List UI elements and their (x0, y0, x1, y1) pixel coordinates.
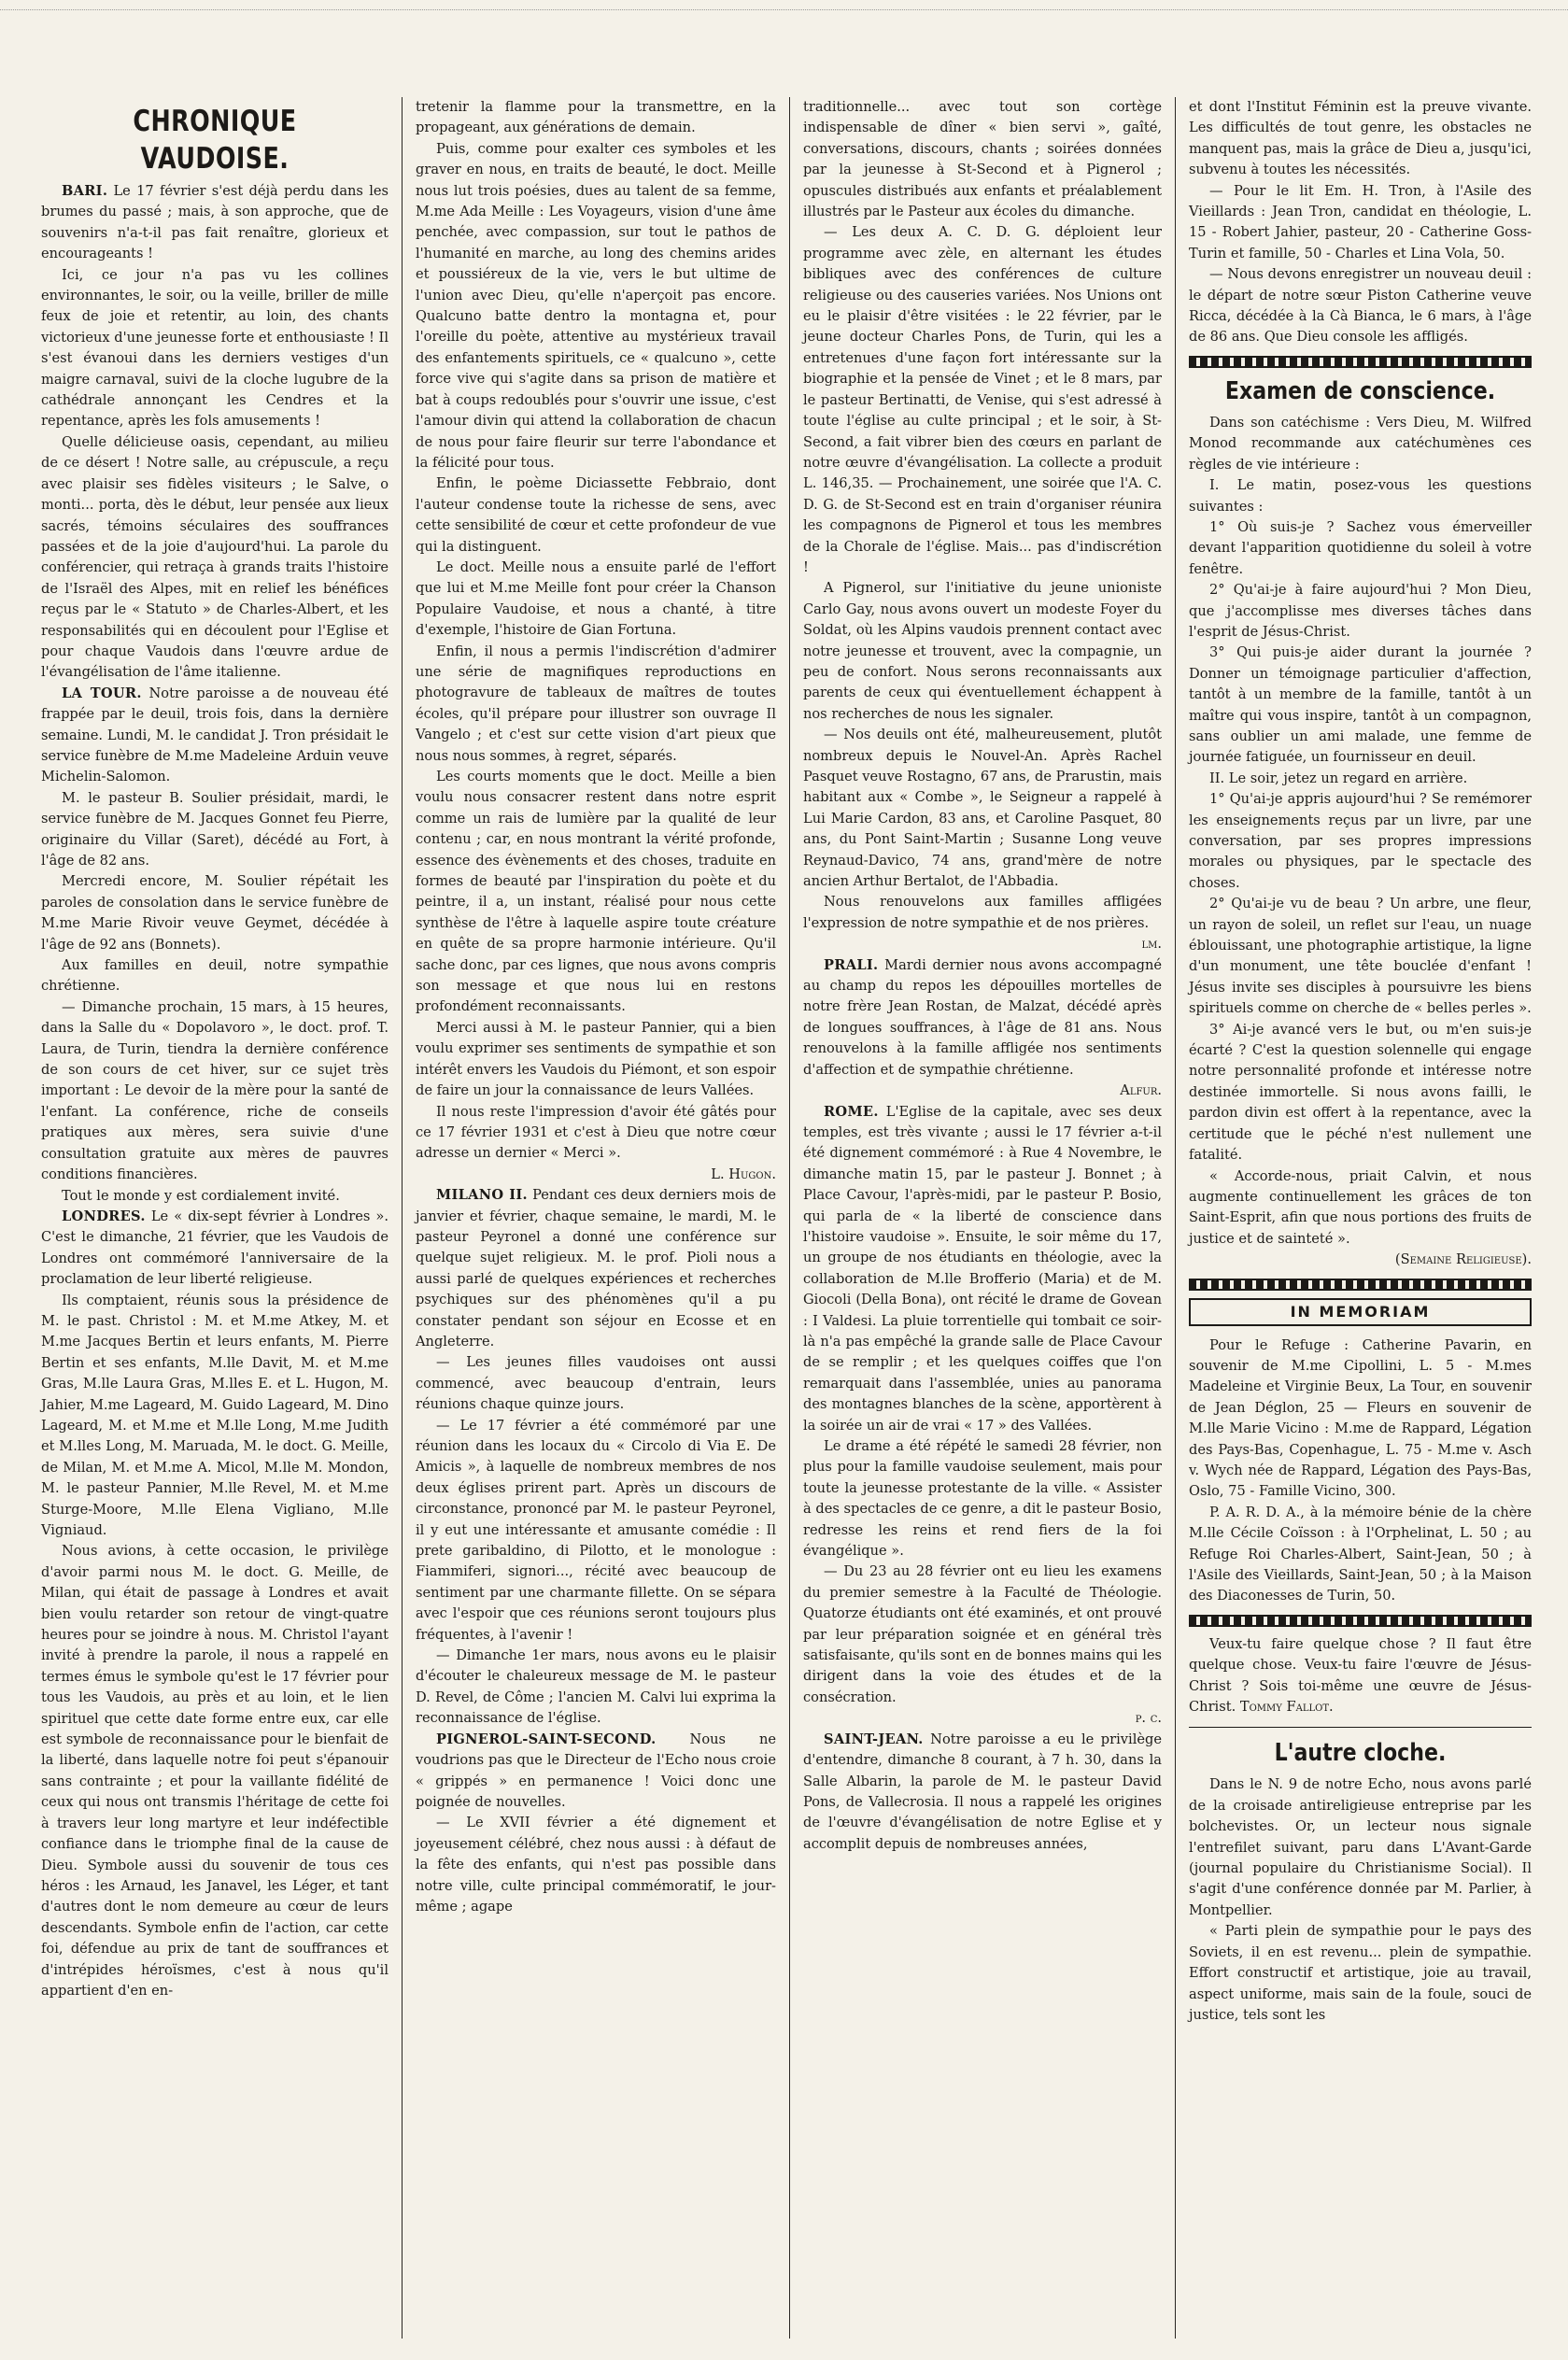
signature: (Semaine Religieuse). (1394, 1251, 1532, 1268)
paragraph-text: — Les deux A. C. D. G. déploient leur programme avec zèle, en alternant les études bibliques avec des conférences de culture religieuse ou des causeries variées. Nos Unions ont eu le plaisir d'être visitées : le 22 février, par le jeune docteur Charles Pons, de Turin, qui les a entretenues d'une façon fort intéressante sur la biographie et la pensée de Vinet ; et le 8 mars, par le pasteur Bertinatti, de Venise, qui s'est adressé à toute l'église au culte principal ; et le soir, à St-Second, a fait vibrer bien des cœurs en parlant de notre œuvre d'évangélisation. La collecte a produit L. 146,35. — Prochainement, une soirée que l'A. C. D. G. de St-Second est en train d'organiser réunira les compagnons de Pignerol et tous les membres de la Chorale de l'église. Mais... pas d'indiscrétion ! (803, 224, 1162, 575)
paragraph (41, 432, 388, 684)
paragraph (416, 1018, 776, 1102)
paragraph (1189, 517, 1532, 580)
paragraph (1189, 1166, 1532, 1251)
paragraph (41, 181, 388, 265)
paragraph-text: 3° Qui puis-je aider durant la journée ? Donner un témoignage particulier d'affection, tantôt à un membre de la famille, tantôt à un maître qui vous inspire, tantôt à un compagnon, sans oublier un ami malade, une femme de journée fatiguée, un fournisseur en deuil. (1189, 644, 1532, 766)
paragraph-text: 2° Qu'ai-je à faire aujourd'hui ? Mon Dieu, que j'accomplisse mes diverses tâches dans l'esprit de Jésus-Christ. (1189, 582, 1532, 640)
paragraph-text: P. A. R. D. A., à la mémoire bénie de la chère M.lle Cécile Coïsson : à l'Orphelinat, L. 50 ; au Refuge Roi Charles-Albert, Saint-Jean, 50 ; à l'Asile des Vieillards, Saint-Jean, 50 ; à la Maison des Diaconesses de Turin, 50. (1189, 1504, 1532, 1604)
paragraph-text: Enfin, il nous a permis l'indiscrétion d'admirer une série de magnifiques reproductions en photogravure de tableaux de maîtres de toutes écoles, qu'il prépare pour illustrer son ouvrage Il Vangelo ; et c'est sur cette vision d'art pieux que nous nous sommes, à regret, séparés. (416, 643, 776, 764)
paragraph (41, 1207, 388, 1291)
paragraph (416, 97, 776, 139)
paragraph-text: Merci aussi à M. le pasteur Pannier, qui a bien voulu exprimer ses sentiments de sympathie et son intérêt envers les Vaudois du Piémont, et son espoir de faire un jour la connaissance de leurs Vallées. (416, 1019, 776, 1099)
fallot-quote: Veux-tu faire quelque chose ? Il faut être quelque chose. Veux-tu faire l'œuvre de Jésus-Christ ? Sois toi-même une œuvre de Jésus-Christ. Tommy Fallot. (1189, 1635, 1532, 1716)
paragraph-text: — Dimanche prochain, 15 mars, à 15 heures, dans la Salle du « Dopolavoro », le doct. prof. T. Laura, de Turin, tiendra la dernière conférence de son cours de cet hiver, sur ce sujet très important : Le devoir de la mère pour la santé de l'enfant. La conférence, riche de conseils pratiques aux mères, sera suivie d'une consultation gratuite aux mères de pauvres conditions financières. (41, 998, 388, 1183)
rule-divider (1189, 1727, 1532, 1728)
section-heading: MILANO II. (436, 1187, 528, 1204)
paragraph-text: « Accorde-nous, priait Calvin, et nous augmente continuellement les grâces de ton Saint-Esprit, afin que nous portions des fruits de justice et de sainteté ». (1189, 1167, 1532, 1247)
paragraph-text: et dont l'Institut Féminin est la preuve vivante. Les difficultés de tout genre, les obstacles ne manquent pas, mais la grâce de Dieu a, jusqu'ici, subvenu à toutes les nécessités. (1189, 99, 1532, 178)
page-top-edge (0, 9, 1568, 13)
paragraph-text: Le « dix-sept février à Londres ». C'est le dimanche, 21 février, que les Vaudois de Londres ont commémoré l'anniversaire de la proclamation de leur liberté religieuse. (41, 1208, 388, 1288)
paragraph (41, 684, 388, 788)
paragraph (803, 1562, 1162, 1708)
columns (28, 97, 1546, 2341)
paragraph-text: 1° Où suis-je ? Sachez vous émerveiller devant l'apparition quotidienne du soleil à votre fenêtre. (1189, 518, 1532, 577)
paragraph-text: Nous ne voudrions pas que le Directeur de l'Echo nous croie « grippés » en permanence ! Voici donc une poignée de nouvelles. (416, 1731, 777, 1810)
ornament-divider (1189, 1279, 1532, 1291)
paragraph-text: Aux familles en deuil, notre sympathie chrétienne. (41, 957, 388, 995)
paragraph (416, 1813, 776, 1917)
quote-signature: Tommy Fallot. (1239, 1699, 1334, 1716)
paragraph-text: Enfin, le poème Diciassette Febbraio, dont l'auteur condense toute la richesse de sens, avec cette sensibilité de cœur et cette profondeur de vue qui la distinguent. (416, 475, 776, 555)
paragraph (41, 955, 388, 997)
paragraph (416, 1646, 776, 1730)
memoriam-title: IN MEMORIAM (1189, 1298, 1532, 1326)
column-3 (789, 97, 1175, 2339)
paragraph (41, 1541, 388, 2001)
paragraph-text: II. Le soir, jetez un regard en arrière. (1209, 770, 1468, 786)
paragraph-text: Il nous reste l'impression d'avoir été gâtés pour ce 17 février 1931 et c'est à Dieu que notre cœur adresse un dernier « Merci ». (416, 1103, 776, 1162)
paragraph (416, 558, 776, 642)
signature: lm. (1141, 936, 1162, 953)
paragraph (41, 1291, 388, 1542)
column-3-body (803, 97, 1162, 1855)
paragraph (1189, 789, 1532, 894)
column-4-body-a (1189, 97, 1532, 348)
column-4 (1175, 97, 1545, 2339)
column-1 (28, 97, 402, 2339)
paragraph (41, 788, 388, 872)
paragraph (803, 1102, 1162, 1437)
paragraph-text: — Nos deuils ont été, malheureusement, plutôt nombreux depuis le Nouvel-An. Après Rachel Pasquet veuve Rostagno, 67 ans, de Prarustin, mais habitant aux « Combe », le Seigneur a rappelé à Lui Marie Cardon, 83 ans, et Caroline Pasquet, 80 ans, du Pont Saint-Martin ; Susanne Long veuve Reynaud-Davico, 74 ans, grand'mère de notre ancien Arthur Bertalot, de l'Abbadia. (803, 727, 1162, 890)
section-heading: PRALI. (824, 956, 879, 973)
examen-title: Examen de conscience. (1224, 376, 1496, 405)
paragraph-text: Tout le monde y est cordialement invité. (62, 1187, 340, 1204)
signature: L. Hugon. (711, 1166, 776, 1182)
section-heading: SAINT-JEAN. (824, 1731, 924, 1747)
paragraph-text: Pendant ces deux derniers mois de janvier et février, chaque semaine, le mardi, M. le pasteur Peyronel a donné une conférence sur quelque sujet religieux. M. le prof. Pioli nous a aussi parlé de quelques expériences et recherches psychiques sur des phénomènes qu'il a pu constater pendant son séjour en Ecosse et en Angleterre. (416, 1187, 776, 1350)
paragraph (416, 139, 776, 474)
paragraph (1189, 475, 1532, 517)
signature: p. c. (1135, 1710, 1162, 1727)
paragraph (803, 578, 1162, 725)
paragraph-text: — Dimanche 1er mars, nous avons eu le plaisir d'écouter le chaleureux message de M. le pasteur D. Revel, de Côme ; l'ancien M. Calvi lui exprima la reconnaissance de l'église. (416, 1647, 776, 1727)
paragraph-text: 1° Qu'ai-je appris aujourd'hui ? Se remémorer les enseignements reçus par un livre, par une conversation, par ses propres impressions morales ou physiques, par le spectacle des choses. (1189, 791, 1532, 891)
paragraph (1189, 894, 1532, 1019)
paragraph-text: Dans le N. 9 de notre Echo, nous avons parlé de la croisade antireligieuse entreprise par les bolchevistes. Or, un lecteur nous signale l'entrefilet suivant, paru dans L'Avant-Garde (journal populaire du Christianisme Social). Il s'agit d'une conférence donnée par M. Parlier, à Montpellier. (1189, 1776, 1532, 1918)
paragraph (1189, 97, 1532, 181)
paragraph (803, 1436, 1162, 1562)
column-4-body-d (1189, 1774, 1532, 2026)
paragraph (803, 97, 1162, 222)
paragraph (1189, 181, 1532, 265)
paragraph (1189, 1020, 1532, 1166)
paragraph (803, 1730, 1162, 1855)
column-2 (402, 97, 789, 2339)
paragraph-text: Mardi dernier nous avons accompagné au champ du repos les dépouilles mortelles de notre frère Jean Rostan, de Malzat, décédé après de longues souffrances, à l'âge de 81 ans. Nous renouvelons à la famille affligée nos sentiments d'affection et de sympathie chrétienne. (803, 956, 1163, 1078)
section-heading: LONDRES. (62, 1208, 146, 1224)
paragraph (416, 473, 776, 558)
ornament-divider (1189, 356, 1532, 368)
paragraph (416, 1352, 776, 1415)
paragraph-text: Notre paroisse a eu le privilège d'entendre, dimanche 8 courant, à 7 h. 30, dans la Salle Albarin, la parole de M. le pasteur David Pons, de Vallecrosia. Il nous a rappelé les origines de l'œuvre d'évangélisation de notre Eglise et y accomplit depuis de nombreuses années, (803, 1731, 1162, 1852)
paragraph (416, 642, 776, 767)
paragraph-text: Ici, ce jour n'a pas vu les collines environnantes, le soir, ou la veille, briller de mille feux de joie et retentir, au loin, des chants victorieux d'une jeunesse forte et enthousiaste ! Il s'est évanoui dans les derniers vestiges d'un maigre carnaval, suivi de la cloche lugubre de la cathédrale annonçant les Cendres et la repentance, après les fols amusements ! (41, 266, 388, 430)
paragraph-text: — Pour le lit Em. H. Tron, à l'Asile des Vieillards : Jean Tron, candidat en théologie, L. 15 - Robert Jahier, pasteur, 20 - Catherine Goss-Turin et famille, 50 - Charles et Lina Vola, 50. (1189, 182, 1532, 261)
paragraph-text: Le doct. Meille nous a ensuite parlé de l'effort que lui et M.me Meille font pour créer la Chanson Populaire Vaudoise, et nous a chanté, à titre d'exemple, l'histoire de Gian Fortuna. (416, 558, 776, 639)
column-4-body-c (1189, 1335, 1532, 1607)
paragraph-text: Nous avions, à cette occasion, le privilège d'avoir parmi nous M. le doct. G. Meille, de Milan, qui était de passage à Londres et avait bien voulu retarder son retour de vingt-quatre heures pour se joindre à nous. M. Christol l'ayant invité à prendre la parole, il nous a rappelé en termes émus le symbole qu'est le 17 février pour tous les Vaudois, au près et au loin, et le lien spirituel que cette date forme entre eux, car elle est symbole de reconnaissance pour le bienfait de la liberté, dans laquelle notre foi peut s'épanouir sans contrainte ; et pour la vaillante fidélité de ceux qui nous ont transmis l'héritage de cette foi à travers leur long martyre et leur indéfectible confiance dans le triomphe final de la cause de Dieu. Symbole aussi du souvenir de tous ces héros : les Arnaud, les Janavel, les Léger, et tant d'autres dont le nom demeure au cœur de leurs descendants. Symbole enfin de l'action, car cette foi, défendue au prix de tant de souffrances et d'intrépides héroïsmes, c'est à nous qu'il appartient d'en en- (41, 1543, 388, 1999)
paragraph (1189, 1335, 1532, 1503)
paragraph-text: — Le XVII février a été dignement et joyeusement célébré, chez nous aussi : à défaut de la fête des enfants, qui n'est pas possible dans notre ville, culte principal commémoratif, le jour-même ; agape (416, 1815, 776, 1915)
paragraph (803, 955, 1162, 1081)
paragraph (41, 265, 388, 432)
paragraph (1189, 1503, 1532, 1607)
paragraph-text: A Pignerol, sur l'initiative du jeune unioniste Carlo Gay, nous avons ouvert un modeste Foyer du Soldat, où les Alpins vaudois prennent contact avec notre jeunesse et trouvent, avec la compagnie, un peu de confort. Nous serons reconnaissants aux parents de ceux qui éventuellement échappent à nos recherches de nous les signaler. (803, 580, 1162, 722)
paragraph-text: L'Eglise de la capitale, avec ses deux temples, est très vivante ; aussi le 17 février a-t-il été dignement commémoré : à Rue 4 Novembre, le dimanche matin 15, par le pasteur J. Bonnet ; à Place Cavour, l'après-midi, par le pasteur P. Bosio, qui parla de « la liberté de conscience dans l'histoire vaudoise ». Ensuite, le soir même du 17, un groupe de nos étudiants en théologie, avec la collaboration de M.lle Brofferio (Maria) et de M. Giocoli (Della Bona), ont récité le drame de Govean : I Valdesi. La pluie torrentielle qui tombait ce soir-là n'a pas empêché la grande salle de Place Cavour de se remplir ; et les quelques coiffes que l'on remarquait dans l'assemblée, unies au panorama des montagnes blanches de la scène, apportèrent à la soirée un air de vrai « 17 » des Vallées. (803, 1103, 1162, 1434)
chronique-title: CHRONIQUE VAUDOISE. (133, 105, 297, 176)
paragraph (416, 1416, 776, 1646)
section-heading: LA TOUR. (62, 685, 142, 701)
column-1-body (41, 181, 388, 2001)
paragraph-text: — Les jeunes filles vaudoises ont aussi commencé, avec beaucoup d'entrain, leurs réunions chaque quinze jours. (416, 1354, 776, 1413)
paragraph-text: 3° Ai-je avancé vers le but, ou m'en suis-je écarté ? C'est la question solennelle qui engage notre personnalité profonde et intéresse notre destinée immortelle. Si nous avons failli, le pardon divin est offert à la repentance, avec la certitude que le péché n'est nullement une fatalité. (1189, 1021, 1532, 1164)
paragraph-text: traditionnelle... avec tout son cortège indispensable de dîner « bien servi », gaîté, conversations, discours, chants ; soirées données par la jeunesse à St-Second et à Pignerol ; opuscules distribués aux enfants et préalablement illustrés par le Pasteur aux écoles du dimanche. (803, 99, 1162, 220)
paragraph (803, 222, 1162, 578)
paragraph (1189, 580, 1532, 643)
paragraph-text: Dans son catéchisme : Vers Dieu, M. Wilfred Monod recommande aux catéchumènes ces règles de vie intérieure : (1189, 414, 1532, 473)
paragraph-text: « Parti plein de sympathie pour le pays des Soviets, il en est revenu... plein de sympathie. Effort constructif et artistique, joie au travail, aspect uniforme, mais sain de la foule, souci de justice, tels sont les (1189, 1923, 1532, 2023)
paragraph (1189, 264, 1532, 348)
paragraph-text: Nous renouvelons aux familles affligées l'expression de notre sympathie et de nos prières. (803, 894, 1162, 931)
paragraph (41, 871, 388, 955)
column-4-body-b (1189, 413, 1532, 1271)
paragraph-text: — Du 23 au 28 février ont eu lieu les examens du premier semestre à la Faculté de Théologie. Quatorze étudiants ont été examinés, et ont prouvé par leur préparation soignée et en général très satisfaisante, qu'ils sont en de bonnes mains qui les dirigent dans la voie des études et de la consécration. (803, 1563, 1162, 1705)
section-heading: BARI. (62, 183, 108, 199)
paragraph-text: 2° Qu'ai-je vu de beau ? Un arbre, une fleur, un rayon de soleil, un reflet sur l'eau, un nuage éblouissant, une photographie artistique, la ligne d'un monument, une tête bouclée d'enfant ! Jésus invite ses disciples à poursuivre les biens spirituels comme on cherche de « belles perles ». (1189, 896, 1532, 1017)
section-heading: PIGNEROL-SAINT-SECOND. (436, 1731, 657, 1747)
paragraph-text: Notre paroisse a de nouveau été frappée par le deuil, trois fois, dans la dernière semaine. Lundi, M. le candidat J. Tron présidait le service funèbre de M.me Madeleine Arduin veuve Michelin-Salomon. (41, 685, 388, 785)
paragraph-text: Quelle délicieuse oasis, cependant, au milieu de ce désert ! Notre salle, au crépuscule, a reçu avec plaisir ses fidèles visiteurs ; le Salve, o monti... porta, dès le début, leur pensée aux lieux sacrés, témoins séculaires des souffrances passées et de la joie d'aujourd'hui. La parole du conférencier, qui retraça à grands traits l'histoire de l'Israël des Alpes, mit en relief les bénéfices reçus par le « Statuto » de Charles-Albert, et les responsabilités qui en découlent pour l'Eglise et pour chaque Vaudois dans l'œuvre ardue de l'évangélisation de l'âme italienne. (41, 433, 388, 681)
paragraph-text: I. Le matin, posez-vous les questions suivantes : (1189, 477, 1532, 515)
column-2-body (416, 97, 776, 1917)
paragraph-text: Pour le Refuge : Catherine Pavarin, en souvenir de M.me Cipollini, L. 5 - M.mes Madeleine et Virginie Beux, La Tour, en souvenir de Jean Déglon, 25 — Fleurs en souvenir de M.lle Marie Vicino : M.me de Rappard, Légation des Pays-Bas, Copenhague, L. 75 - M.me v. Asch v. Wych née de Rappard, Légation des Pays-Bas, Oslo, 75 - Famille Vicino, 300. (1189, 1336, 1532, 1500)
paragraph (803, 725, 1162, 892)
paragraph (416, 1730, 776, 1814)
paragraph (1189, 413, 1532, 475)
paragraph (416, 767, 776, 1018)
paragraph (1189, 643, 1532, 768)
ornament-divider (1189, 1615, 1532, 1627)
paragraph-text: Ils comptaient, réunis sous la présidence de M. le past. Christol : M. et M.me Atkey, M. et M.me Jacques Bertin et leurs enfants, M. Pierre Bertin et ses enfants, M.lle Davit, M. et M.me Gras, M.lle Laura Gras, M.lles E. et L. Hugon, M. Jahier, M.me Lageard, M. Guido Lageard, M. Dino Lageard, M. et M.me et M.lle Long, M.me Judith et M.lles Long, M. Maruada, M. le doct. G. Meille, de Milan, M. et M.me A. Micol, M.lle M. Mondon, M. le pasteur Pannier, M.lle Revel, M. et M.me Sturge-Moore, M.lle Elena Vigliano, M.lle Vigniaud. (41, 1292, 388, 1538)
signature: Alfur. (1120, 1082, 1162, 1099)
paragraph-text: Le 17 février s'est déjà perdu dans les brumes du passé ; mais, à son approche, que de souvenirs n'a-t-il pas fait renaître, glorieux et encourageants ! (41, 183, 388, 262)
paragraph (1189, 1921, 1532, 2026)
paragraph (41, 1186, 388, 1207)
paragraph (803, 892, 1162, 934)
paragraph-text: M. le pasteur B. Soulier présidait, mardi, le service funèbre de M. Jacques Gonnet feu Pierre, originaire du Villar (Saret), décédé au Fort, à l'âge de 82 ans. (41, 789, 388, 869)
paragraph (1189, 1774, 1532, 1921)
paragraph-text: — Nous devons enregistrer un nouveau deuil : le départ de notre sœur Piston Catherine veuve Ricca, décédée à la Cà Bianca, le 6 mars, à l'âge de 86 ans. Que Dieu console les affligés. (1189, 266, 1532, 346)
paragraph-text: tretenir la flamme pour la transmettre, en la propageant, aux générations de demain. (416, 99, 776, 136)
paragraph (41, 997, 388, 1186)
paragraph (416, 1102, 776, 1165)
section-heading: ROME. (824, 1103, 879, 1120)
paragraph-text: Mercredi encore, M. Soulier répétait les paroles de consolation dans le service funèbre de M.me Marie Rivoir veuve Geymet, décédée à l'âge de 92 ans (Bonnets). (41, 873, 388, 953)
cloche-title: L'autre cloche. (1274, 1739, 1447, 1768)
paragraph-text: Puis, comme pour exalter ces symboles et les graver en nous, en traits de beauté, le doct. Meille nous lut trois poésies, dues au talent de sa femme, M.me Ada Meille : Les Voyageurs, vision d'une âme penchée, avec compassion, sur tout le pathos de l'humanité en marche, au long des chemins arides et poussiéreux de la vie, vers le but ultime de l'union avec Dieu, qu'elle n'aperçoit pas encore. Qualcuno batte dentro la montagna et, pour l'oreille du poète, attentive au mystérieux travail des enfantements spirituels, ce « qualcuno », cette force vive qui s'agite dans sa prison de matière et bat à coups redoublés pour s'ouvrir une issue, c'est l'amour divin qui attend la collaboration de chacun de nous pour faire fleurir sur terre l'abondance et la félicité pour tous. (416, 140, 776, 471)
paragraph-text: Le drame a été répété le samedi 28 février, non plus pour la famille vaudoise seulement, mais pour toute la jeunesse protestante de la ville. « Assister à des spectacles de ce genre, a dit le pasteur Bosio, redresse les reins et rend fiers de la foi évangélique ». (803, 1438, 1162, 1560)
paragraph-text: Les courts moments que le doct. Meille a bien voulu nous consacrer restent dans notre esprit comme un rais de lumière par la qualité de leur contenu ; car, en nous montrant la vérité profonde, essence des évènements et des choses, traduite en formes de beauté par l'inspiration du poète et du peintre, il a, un instant, réalisé pour nous cette synthèse de l'être à laquelle aspire toute créature en quête de sa propre harmonie intérieure. Qu'il sache donc, par ces lignes, que nous avons compris son message et que nous lui en restons profondément reconnaissants. (416, 769, 776, 1015)
paragraph (1189, 769, 1532, 789)
paragraph-text: — Le 17 février a été commémoré par une réunion dans les locaux du « Circolo di Via E. De Amicis », à laquelle de nombreux membres de nos deux églises prirent part. Après un discours de circonstance, prononcé par M. le pasteur Peyronel, il y eut une intéressante et amusante comédie : Il prete garibaldino, di Pilotto, et le monologue : Fiammiferi, signori..., récité avec beaucoup de sentiment par une charmante fillette. On se sépara avec l'espoir que ces réunions seront toujours plus fréquentes, à l'avenir ! (416, 1417, 776, 1643)
paragraph (416, 1185, 776, 1352)
